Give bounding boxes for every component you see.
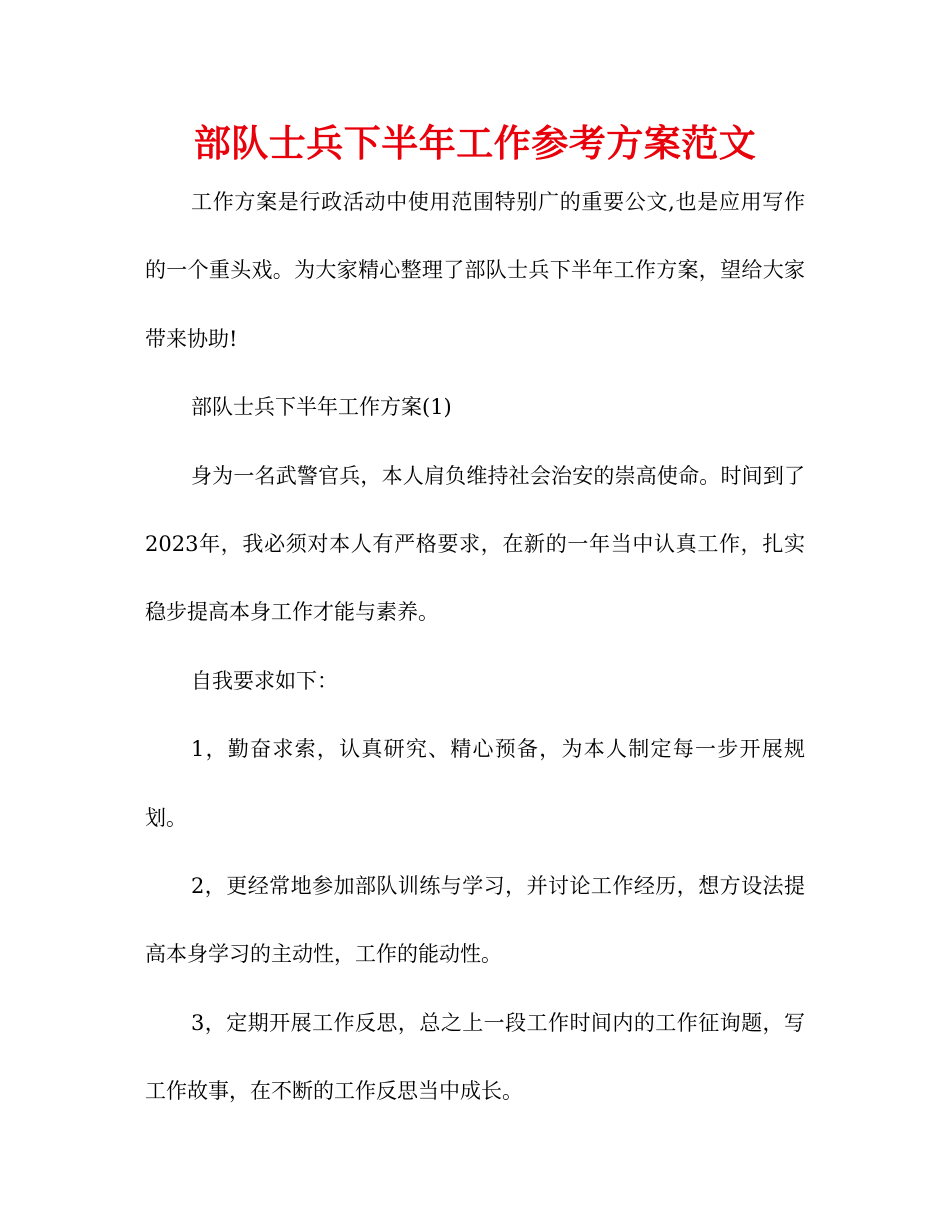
document-body: [145, 168, 805, 1126]
paragraph-item-1: 1，勤奋求索，认真研究、精心预备，为本人制定每一步开展规划。: [145, 737, 805, 830]
paragraph-item-3: 3，定期开展工作反思，总之上一段工作时间内的工作征询题，写工作故事，在不断的工作反思当中成长。: [145, 1010, 805, 1104]
paragraph-intro: 工作方案是行政活动中使用范围特别广的重要公文,也是应用写作的一个重头戏。为大家精心整理了部队士兵下半年工作方案，望给大家带来协助!: [145, 190, 805, 351]
document-title: 部队士兵下半年工作参考方案范文: [193, 122, 757, 165]
paragraph-body: 身为一名武警官兵，本人肩负维持社会治安的崇高使命。时间到了2023年，我必须对本人有严格要求，在新的一年当中认真工作，扎实稳步提高本身工作才能与素养。: [145, 463, 805, 625]
paragraph-item-2: 2，更经常地参加部队训练与学习，并讨论工作经历，想方设法提高本身学习的主动性，工作的能动性。: [145, 874, 805, 967]
paragraph-section-heading: 部队士兵下半年工作方案(1): [191, 395, 452, 420]
paragraph-requirements-intro: 自我要求如下：: [191, 668, 338, 693]
